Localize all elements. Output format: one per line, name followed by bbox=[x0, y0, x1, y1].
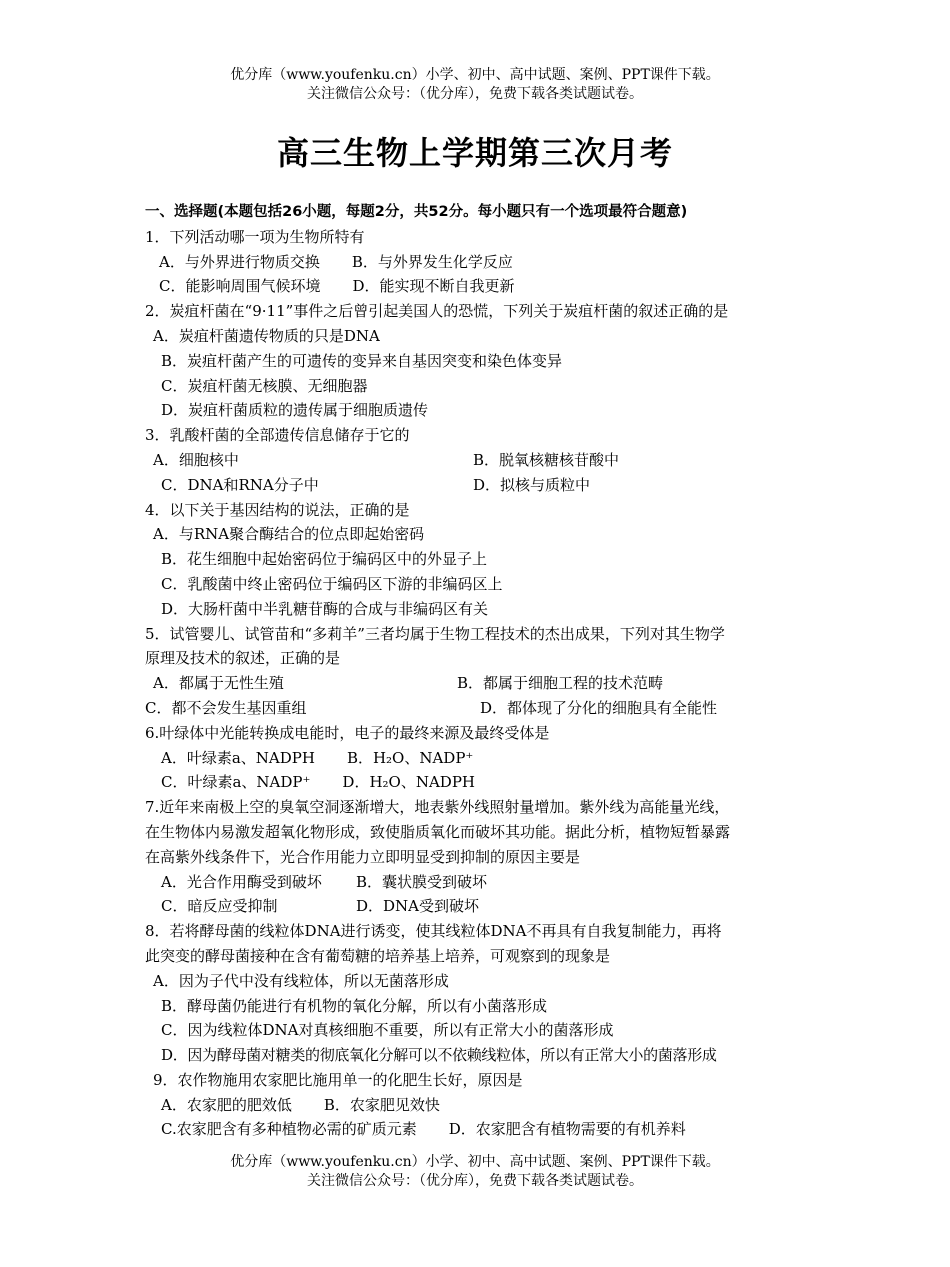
question-6-option-a: A．叶绿素a、NADPH bbox=[161, 748, 315, 767]
question-5-stem-line-2: 原理及技术的叙述，正确的是 bbox=[145, 649, 341, 668]
page-header bbox=[0, 66, 950, 104]
question-1-options-row-2 bbox=[145, 274, 810, 299]
question-4-option-b: B．花生细胞中起始密码位于编码区中的外显子上 bbox=[161, 550, 488, 569]
question-5-option-a: A．都属于无性生殖 bbox=[153, 674, 284, 693]
header-line-1: 优分库（www.youfenku.cn）小学、初中、高中试题、案例、PPT课件下载。 bbox=[230, 67, 720, 83]
question-1-option-a: A．与外界进行物质交换 bbox=[159, 252, 320, 271]
question-9-stem: 9．农作物施用农家肥比施用单一的化肥生长好，原因是 bbox=[153, 1070, 523, 1089]
question-1-option-b: B．与外界发生化学反应 bbox=[351, 252, 513, 271]
question-5-option-b: B．都属于细胞工程的技术范畴 bbox=[457, 674, 664, 693]
question-1-option-d: D．能实现不断自我更新 bbox=[352, 277, 515, 296]
question-3-option-a: A．细胞核中 bbox=[153, 450, 239, 469]
question-5-option-d: D．都体现了分化的细胞具有全能性 bbox=[480, 698, 718, 717]
question-3-option-d: D．拟核与质粒中 bbox=[473, 475, 591, 494]
question-7-option-d: D．DNA受到破坏 bbox=[356, 897, 480, 916]
question-9-options-row-1 bbox=[145, 1093, 810, 1118]
question-7-stem-line-3: 在高紫外线条件下，光合作用能力立即明显受到抑制的原因主要是 bbox=[145, 847, 581, 866]
section-heading: 一、选择题(本题包括26小题，每题2分，共52分。每小题只有一个选项最符合题意) bbox=[145, 204, 688, 220]
question-7-option-c: C．暗反应受抑制 bbox=[161, 897, 278, 916]
question-3-option-c: C．DNA和RNA分子中 bbox=[161, 475, 319, 494]
question-1-option-c: C．能影响周围气候环境 bbox=[159, 277, 321, 296]
question-2-option-a: A．炭疽杆菌遗传物质的只是DNA bbox=[153, 326, 380, 345]
question-5-options-row-1 bbox=[145, 671, 810, 696]
question-6-option-d: D．H₂O、NADPH bbox=[342, 773, 475, 792]
question-9-option-b: B．农家肥见效快 bbox=[323, 1095, 440, 1114]
question-3-options-row-1 bbox=[145, 448, 810, 473]
question-3-options-row-2 bbox=[145, 473, 810, 498]
question-6-option-c: C．叶绿素a、NADP⁺ bbox=[161, 773, 311, 792]
question-7-options-row-1 bbox=[145, 870, 810, 895]
question-8-option-c: C．因为线粒体DNA对真核细胞不重要，所以有正常大小的菌落形成 bbox=[161, 1021, 614, 1040]
question-9-option-c: C.农家肥含有多种植物必需的矿质元素 bbox=[161, 1120, 417, 1139]
question-3-stem: 3．乳酸杆菌的全部遗传信息储存于它的 bbox=[145, 426, 410, 445]
question-4-option-c: C．乳酸菌中终止密码位于编码区下游的非编码区上 bbox=[161, 574, 503, 593]
question-9-options-row-2 bbox=[145, 1117, 810, 1142]
question-7-options-row-2 bbox=[145, 894, 810, 919]
question-9-option-a: A．农家肥的肥效低 bbox=[161, 1095, 292, 1114]
question-1-stem: 1．下列活动哪一项为生物所特有 bbox=[145, 227, 365, 246]
question-4-stem: 4．以下关于基因结构的说法，正确的是 bbox=[145, 500, 410, 519]
question-6-options-row-2 bbox=[145, 770, 810, 795]
question-2-stem: 2．炭疽杆菌在“9·11”事件之后曾引起美国人的恐慌，下列关于炭疽杆菌的叙述正确的是 bbox=[145, 302, 729, 321]
question-6-options-row-1 bbox=[145, 746, 810, 771]
question-4-option-a: A．与RNA聚合酶结合的位点即起始密码 bbox=[153, 525, 425, 544]
question-2-option-d: D．炭疽杆菌质粒的遗传属于细胞质遗传 bbox=[161, 401, 429, 420]
question-8-option-a: A．因为子代中没有线粒体，所以无菌落形成 bbox=[153, 971, 449, 990]
question-5-option-c: C．都不会发生基因重组 bbox=[145, 698, 307, 717]
question-2-option-c: C．炭疽杆菌无核膜、无细胞器 bbox=[161, 376, 368, 395]
question-8-option-d: D．因为酵母菌对糖类的彻底氧化分解可以不依赖线粒体，所以有正常大小的菌落形成 bbox=[161, 1046, 717, 1065]
question-7-stem-line-1: 7.近年来南极上空的臭氧空洞逐渐增大，地表紫外线照射量增加。紫外线为高能量光线， bbox=[145, 798, 730, 817]
question-4-option-d: D．大肠杆菌中半乳糖苷酶的合成与非编码区有关 bbox=[161, 599, 489, 618]
question-7-option-b: B．囊状膜受到破坏 bbox=[356, 872, 488, 891]
exam-title: 高三生物上学期第三次月考 bbox=[276, 134, 673, 172]
header-line-2: 关注微信公众号：（优分库），免费下载各类试题试卷。 bbox=[307, 86, 643, 102]
footer-line-2: 关注微信公众号：（优分库），免费下载各类试题试卷。 bbox=[307, 1173, 643, 1189]
exam-content bbox=[145, 200, 810, 1142]
question-8-stem-line-2: 此突变的酵母菌接种在含有葡萄糖的培养基上培养，可观察到的现象是 bbox=[145, 946, 611, 965]
question-5-options-row-2 bbox=[145, 696, 810, 721]
question-2-option-b: B．炭疽杆菌产生的可遗传的变异来自基因突变和染色体变异 bbox=[161, 351, 563, 370]
question-8-option-b: B．酵母菌仍能进行有机物的氧化分解，所以有小菌落形成 bbox=[161, 996, 548, 1015]
question-6-stem: 6.叶绿体中光能转换成电能时，电子的最终来源及最终受体是 bbox=[145, 723, 550, 742]
question-6-option-b: B．H₂O、NADP⁺ bbox=[346, 748, 474, 767]
question-9-option-d: D．农家肥含有植物需要的有机养料 bbox=[448, 1120, 686, 1139]
question-7-option-a: A．光合作用酶受到破坏 bbox=[161, 872, 322, 891]
page-footer bbox=[0, 1153, 950, 1191]
question-1-options-row-1 bbox=[145, 250, 810, 275]
question-7-stem-line-2: 在生物体内易激发超氧化物形成，致使脂质氧化而破坏其功能。据此分析，植物短暂暴露 bbox=[145, 822, 731, 841]
question-5-stem-line-1: 5．试管婴儿、试管苗和“多莉羊”三者均属于生物工程技术的杰出成果，下列对其生物学 bbox=[145, 624, 725, 643]
footer-line-1: 优分库（www.youfenku.cn）小学、初中、高中试题、案例、PPT课件下载。 bbox=[230, 1154, 720, 1170]
question-3-option-b: B．脱氧核糖核苷酸中 bbox=[473, 450, 620, 469]
question-8-stem-line-1: 8．若将酵母菌的线粒体DNA进行诱变，使其线粒体DNA不再具有自我复制能力，再将 bbox=[145, 922, 722, 941]
